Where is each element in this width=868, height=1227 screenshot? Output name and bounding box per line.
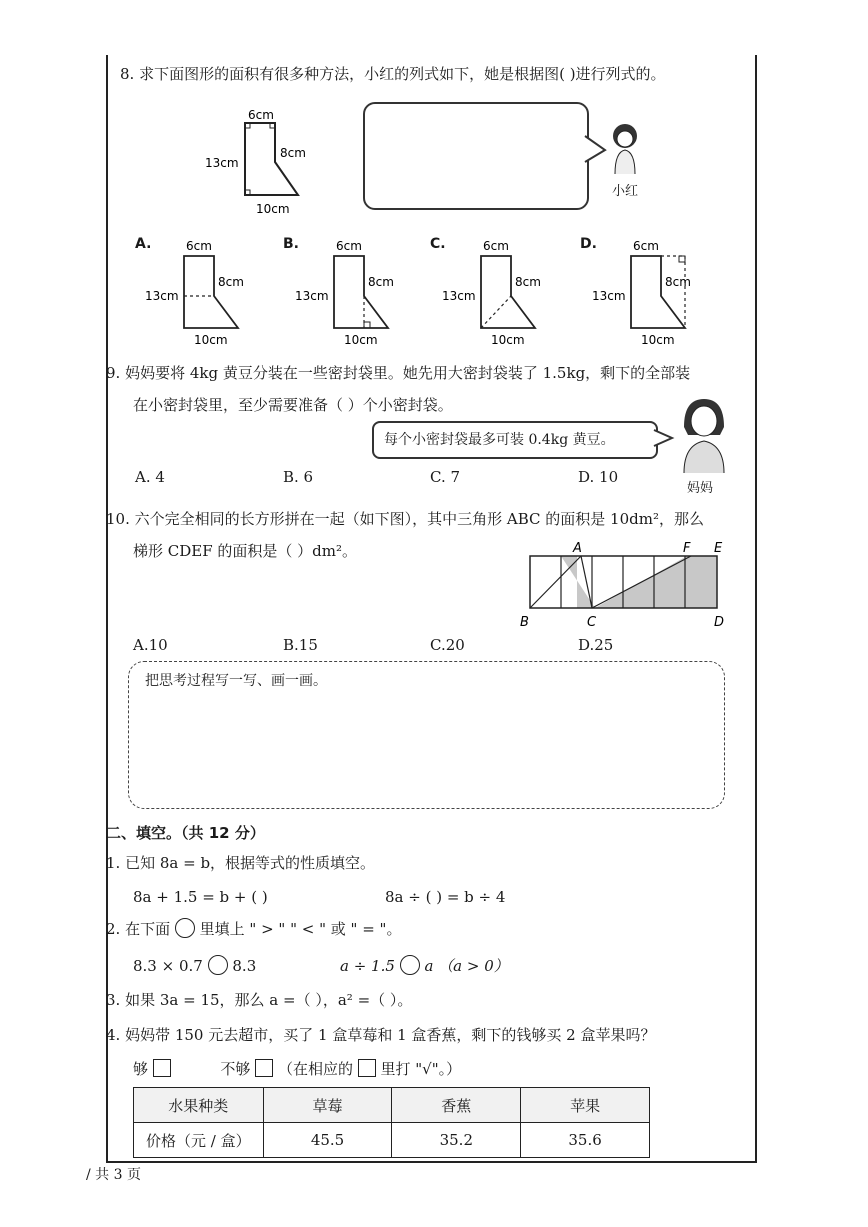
s2-q1-expr2: 8a ÷ ( ) = b ÷ 4 xyxy=(385,888,506,906)
q8-d-top: 6cm xyxy=(633,239,659,253)
q9-character-name: 妈妈 xyxy=(687,481,714,496)
table-header-row xyxy=(134,1088,650,1123)
page-frame-bottom xyxy=(106,1161,757,1163)
q8-question: 8. 求下面图形的面积有很多种方法，小红的列式如下，她是根据图( )进行列式的。 xyxy=(120,65,666,83)
q8-c-bottom: 10cm xyxy=(491,333,525,347)
s2-q2-expr1 xyxy=(133,955,256,977)
q8-b-right: 8cm xyxy=(368,275,394,289)
q8-fig-right-label: 8cm xyxy=(280,146,306,160)
q10-point-d: D xyxy=(714,615,725,630)
q10-point-f: F xyxy=(683,541,691,556)
q8-character-name: 小红 xyxy=(612,184,639,199)
enough-checkbox[interactable] xyxy=(153,1059,171,1077)
s2-q4-text: 4. 妈妈带 150 元去超市，买了 1 盒草莓和 1 盒香蕉，剩下的钱够买 2 盒苹果吗？ xyxy=(106,1026,656,1044)
s2-q2-expr1-right: 8.3 xyxy=(232,957,257,975)
q8-c-right: 8cm xyxy=(515,275,541,289)
q9-option-c: C. 7 xyxy=(430,468,461,486)
q9-option-d: D. 10 xyxy=(578,468,619,486)
q8-answer-bubble xyxy=(363,102,589,210)
section2-title: 二、填空。（共 12 分） xyxy=(106,824,265,842)
check-hint-1: （在相应的 xyxy=(277,1060,353,1078)
q10-question-line1: 10. 六个完全相同的长方形拼在一起（如下图），其中三角形 ABC 的面积是 10dm²，那么 xyxy=(106,510,704,528)
table-cell: 35.2 xyxy=(392,1123,521,1158)
q10-point-b: B xyxy=(520,615,529,630)
checkbox-symbol-icon xyxy=(358,1059,376,1077)
q8-d-bottom: 10cm xyxy=(641,333,675,347)
q9-question-line1: 9. 妈妈要将 4kg 黄豆分装在一些密封袋里。她先用大密封袋装了 1.5kg，剩下的全部装 xyxy=(106,364,691,382)
table-cell: 价格（元 / 盒） xyxy=(134,1123,264,1158)
q8-b-bottom: 10cm xyxy=(344,333,378,347)
q10-option-c: C.20 xyxy=(430,636,465,654)
q8-c-top: 6cm xyxy=(483,239,509,253)
mama-character-icon xyxy=(676,395,732,475)
q8-b-top: 6cm xyxy=(336,239,362,253)
q10-option-d: D.25 xyxy=(578,636,614,654)
s2-q1-text: 1. 已知 8a = b，根据等式的性质填空。 xyxy=(106,854,376,872)
q10-option-a: A.10 xyxy=(133,636,168,654)
q8-a-top: 6cm xyxy=(186,239,212,253)
enough-label: 够 xyxy=(133,1060,149,1078)
q8-d-right: 8cm xyxy=(665,275,691,289)
s2-q2-expr2 xyxy=(340,955,509,977)
fruit-price-table xyxy=(133,1087,650,1158)
xiaohong-character-icon xyxy=(605,120,645,178)
s2-q3-text: 3. 如果 3a = 15，那么 a =（ ），a² =（ ）。 xyxy=(106,991,413,1009)
s2-q2-expr2-right: a （a > 0） xyxy=(424,957,509,975)
q10-question-line2: 梯形 CDEF 的面积是（ ）dm²。 xyxy=(133,542,358,560)
q8-a-right: 8cm xyxy=(218,275,244,289)
q8-figure xyxy=(200,105,330,220)
table-header-cell: 香蕉 xyxy=(392,1088,521,1123)
q10-option-b: B.15 xyxy=(283,636,318,654)
thinking-box-prompt: 把思考过程写一写、画一画。 xyxy=(145,673,327,689)
page-footer: / 共 3 页 xyxy=(86,1167,141,1183)
s2-q2-circle1[interactable] xyxy=(208,955,228,975)
s2-q2-expr2-left: a ÷ 1.5 xyxy=(340,957,395,975)
q8-d-left: 13cm xyxy=(592,289,626,303)
table-cell: 35.6 xyxy=(521,1123,650,1158)
thinking-box[interactable] xyxy=(128,661,725,809)
q8-option-a-label: A. xyxy=(135,236,152,252)
s2-q4-choices xyxy=(133,1058,461,1080)
not-enough-label: 不够 xyxy=(220,1060,251,1078)
check-hint-2: 里打 "√"。） xyxy=(380,1060,462,1078)
q8-fig-bottom-label: 10cm xyxy=(256,202,290,216)
q8-fig-top-label: 6cm xyxy=(248,108,274,122)
s2-q2-expr1-left: 8.3 × 0.7 xyxy=(133,957,203,975)
q8-option-a-figure xyxy=(140,236,250,348)
q8-a-left: 13cm xyxy=(145,289,179,303)
q8-option-c-figure xyxy=(437,236,547,348)
q8-c-left: 13cm xyxy=(442,289,476,303)
q10-point-a: A xyxy=(573,541,582,556)
q9-hint-bubble xyxy=(372,421,658,459)
s2-q2-suffix: 里填上 " > " " < " 或 " = "。 xyxy=(199,920,402,938)
q8-a-bottom: 10cm xyxy=(194,333,228,347)
q8-option-c-label: C. xyxy=(430,236,446,252)
q9-option-b: B. 6 xyxy=(283,468,314,486)
q10-point-c: C xyxy=(587,615,597,630)
q10-figure xyxy=(515,538,733,630)
q8-b-left: 13cm xyxy=(295,289,329,303)
s2-q2-text xyxy=(106,918,401,940)
table-header-cell: 水果种类 xyxy=(134,1088,264,1123)
table-header-cell: 苹果 xyxy=(521,1088,650,1123)
q8-option-d-figure xyxy=(587,236,697,348)
table-row xyxy=(134,1123,650,1158)
s2-q2-prefix: 2. 在下面 xyxy=(106,920,171,938)
q8-option-b-figure xyxy=(290,236,400,348)
q8-option-b-label: B. xyxy=(283,236,299,252)
circle-symbol-icon xyxy=(175,918,195,938)
q10-point-e: E xyxy=(714,541,723,556)
q9-hint-text: 每个小密封袋最多可装 0.4kg 黄豆。 xyxy=(384,432,615,448)
s2-q2-circle2[interactable] xyxy=(400,955,420,975)
q8-option-d-label: D. xyxy=(580,236,597,252)
q9-bubble-tail xyxy=(652,426,678,452)
q9-option-a: A. 4 xyxy=(135,468,165,486)
table-cell: 45.5 xyxy=(263,1123,392,1158)
q9-question-line2: 在小密封袋里，至少需要准备（ ）个小密封袋。 xyxy=(133,396,453,414)
s2-q1-expr1: 8a + 1.5 = b + ( ) xyxy=(133,888,268,906)
table-header-cell: 草莓 xyxy=(263,1088,392,1123)
not-enough-checkbox[interactable] xyxy=(255,1059,273,1077)
page-frame-right xyxy=(755,55,757,1162)
q8-fig-left-label: 13cm xyxy=(205,156,239,170)
